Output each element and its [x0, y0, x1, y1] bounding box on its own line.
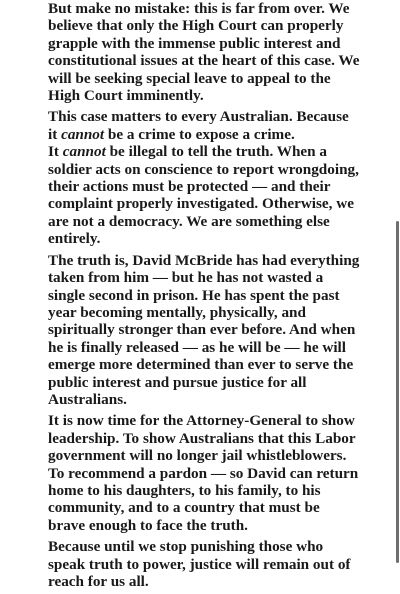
- emphasis-text: cannot: [61, 125, 105, 143]
- paragraph-text: be a crime to expose a crime.: [104, 125, 295, 143]
- paragraph-text: The truth is, David McBride has had everything taken from him — but he has not wasted a single second in prison. He has spent the past year becoming mentally, physically, and spiritually stronger than ever before. And when he is finally released — as he will be — he will emerge more determined than ever to serve the public interest and pursue justice for all Australians.: [48, 251, 360, 408]
- paragraph-5: [48, 412, 360, 534]
- paragraph-text: Because until we stop punishing those who speak truth to power, justice will remain out of reach for us all.: [48, 538, 351, 590]
- paragraph-6: [48, 538, 360, 590]
- paragraph-text: But make no mistake: this is far from over. We believe that only the High Court can properly grapple with the immense public interest and constitutional issues at the heart of this case. We will be seeking special leave to appeal to the High Court imminently.: [48, 0, 360, 105]
- paragraph-3: [48, 143, 360, 247]
- paragraph-text: be illegal to tell the truth. When a soldier acts on conscience to report wrongdoing, their actions must be protected — and their complaint properly investigated. Otherwise, we are not a democracy. We are something else entirely.: [48, 143, 359, 248]
- paragraph-text: This case matters to every Australian. Because it: [48, 108, 349, 143]
- article-body: [48, 0, 360, 594]
- paragraph-2: [48, 108, 360, 143]
- paragraph-1: [48, 0, 360, 104]
- paragraph-text: It: [48, 143, 63, 161]
- emphasis-text: cannot: [62, 143, 106, 161]
- paragraph-text: It is now time for the Attorney-General to show leadership. To show Australians that this Labor government will no longer jail whistleblowers. To recommend a pardon — so David can return home to his daughters, to his family, to his community, and to a country that must be brave enough to face the truth.: [48, 412, 359, 534]
- paragraph-4: [48, 252, 360, 409]
- vertical-scrollbar[interactable]: [396, 221, 399, 563]
